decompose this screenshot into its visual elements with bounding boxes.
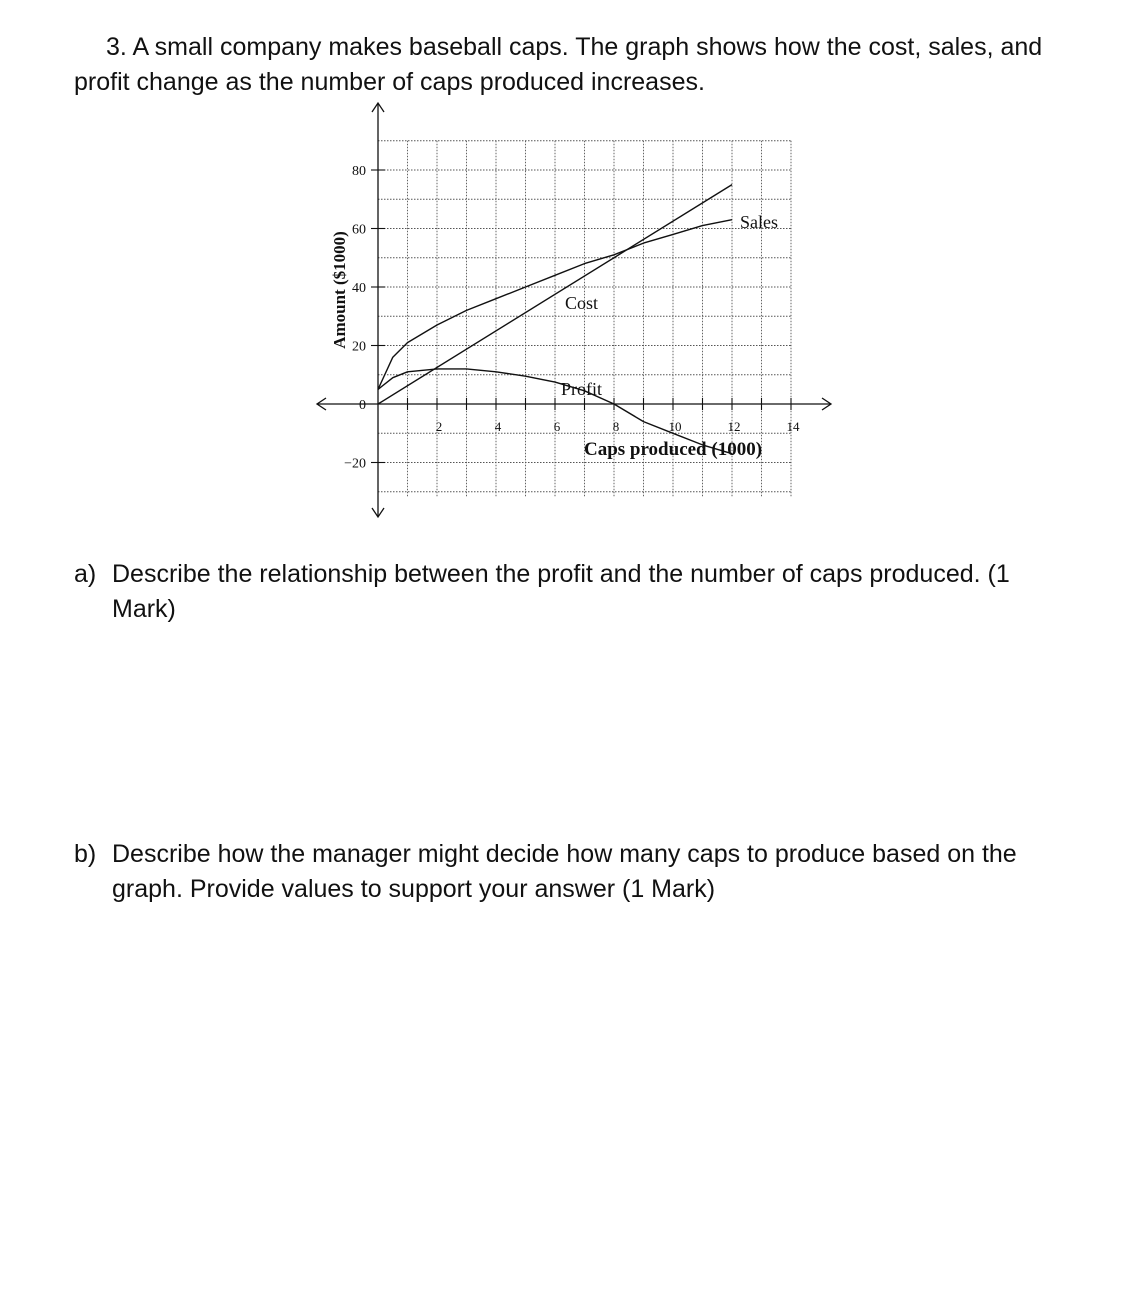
part-b-text: Describe how the manager might decide how many caps to produce based on the graph. Provide values to support your answer (1 Mark)	[112, 840, 1017, 903]
part-a-label: a)	[74, 560, 97, 588]
x-tick-label: 6	[553, 419, 561, 434]
y-axis-title: Amount ($1000)	[330, 231, 349, 349]
y-tick-label: 40	[352, 281, 366, 296]
part-b-label: b)	[74, 840, 97, 868]
series-label-sales: Sales	[740, 212, 778, 232]
x-tick-label: 2	[435, 419, 443, 434]
y-tick-label: 60	[352, 222, 366, 238]
x-tick-label: 8	[612, 419, 620, 434]
part-a-text: Describe the relationship between the profit and the number of caps produced. (1 Mark)	[112, 560, 1010, 623]
question-number: 3.	[106, 33, 127, 61]
cost-sales-profit-graph	[0, 0, 1126, 530]
x-tick-label: 10	[668, 419, 682, 434]
series-label-cost: Cost	[565, 293, 599, 313]
y-tick-label: 80	[352, 164, 366, 179]
question-part-b	[74, 837, 1074, 907]
y-tick-label: 20	[352, 339, 366, 355]
x-tick-label: 14	[786, 419, 800, 434]
x-axis-title: Caps produced (1000)	[583, 439, 763, 460]
series-line-cost	[378, 185, 732, 404]
y-tick-label: 0	[359, 398, 366, 413]
y-tick-label: −20	[344, 456, 366, 472]
x-tick-label: 4	[494, 419, 502, 434]
x-tick-label: 12	[727, 419, 741, 434]
question-part-a	[74, 557, 1074, 627]
series-label-profit: Profit	[561, 379, 603, 399]
question-text: A small company makes baseball caps. The graph shows how the cost, sales, and profit change as the number of caps produced increases.	[74, 33, 1043, 96]
